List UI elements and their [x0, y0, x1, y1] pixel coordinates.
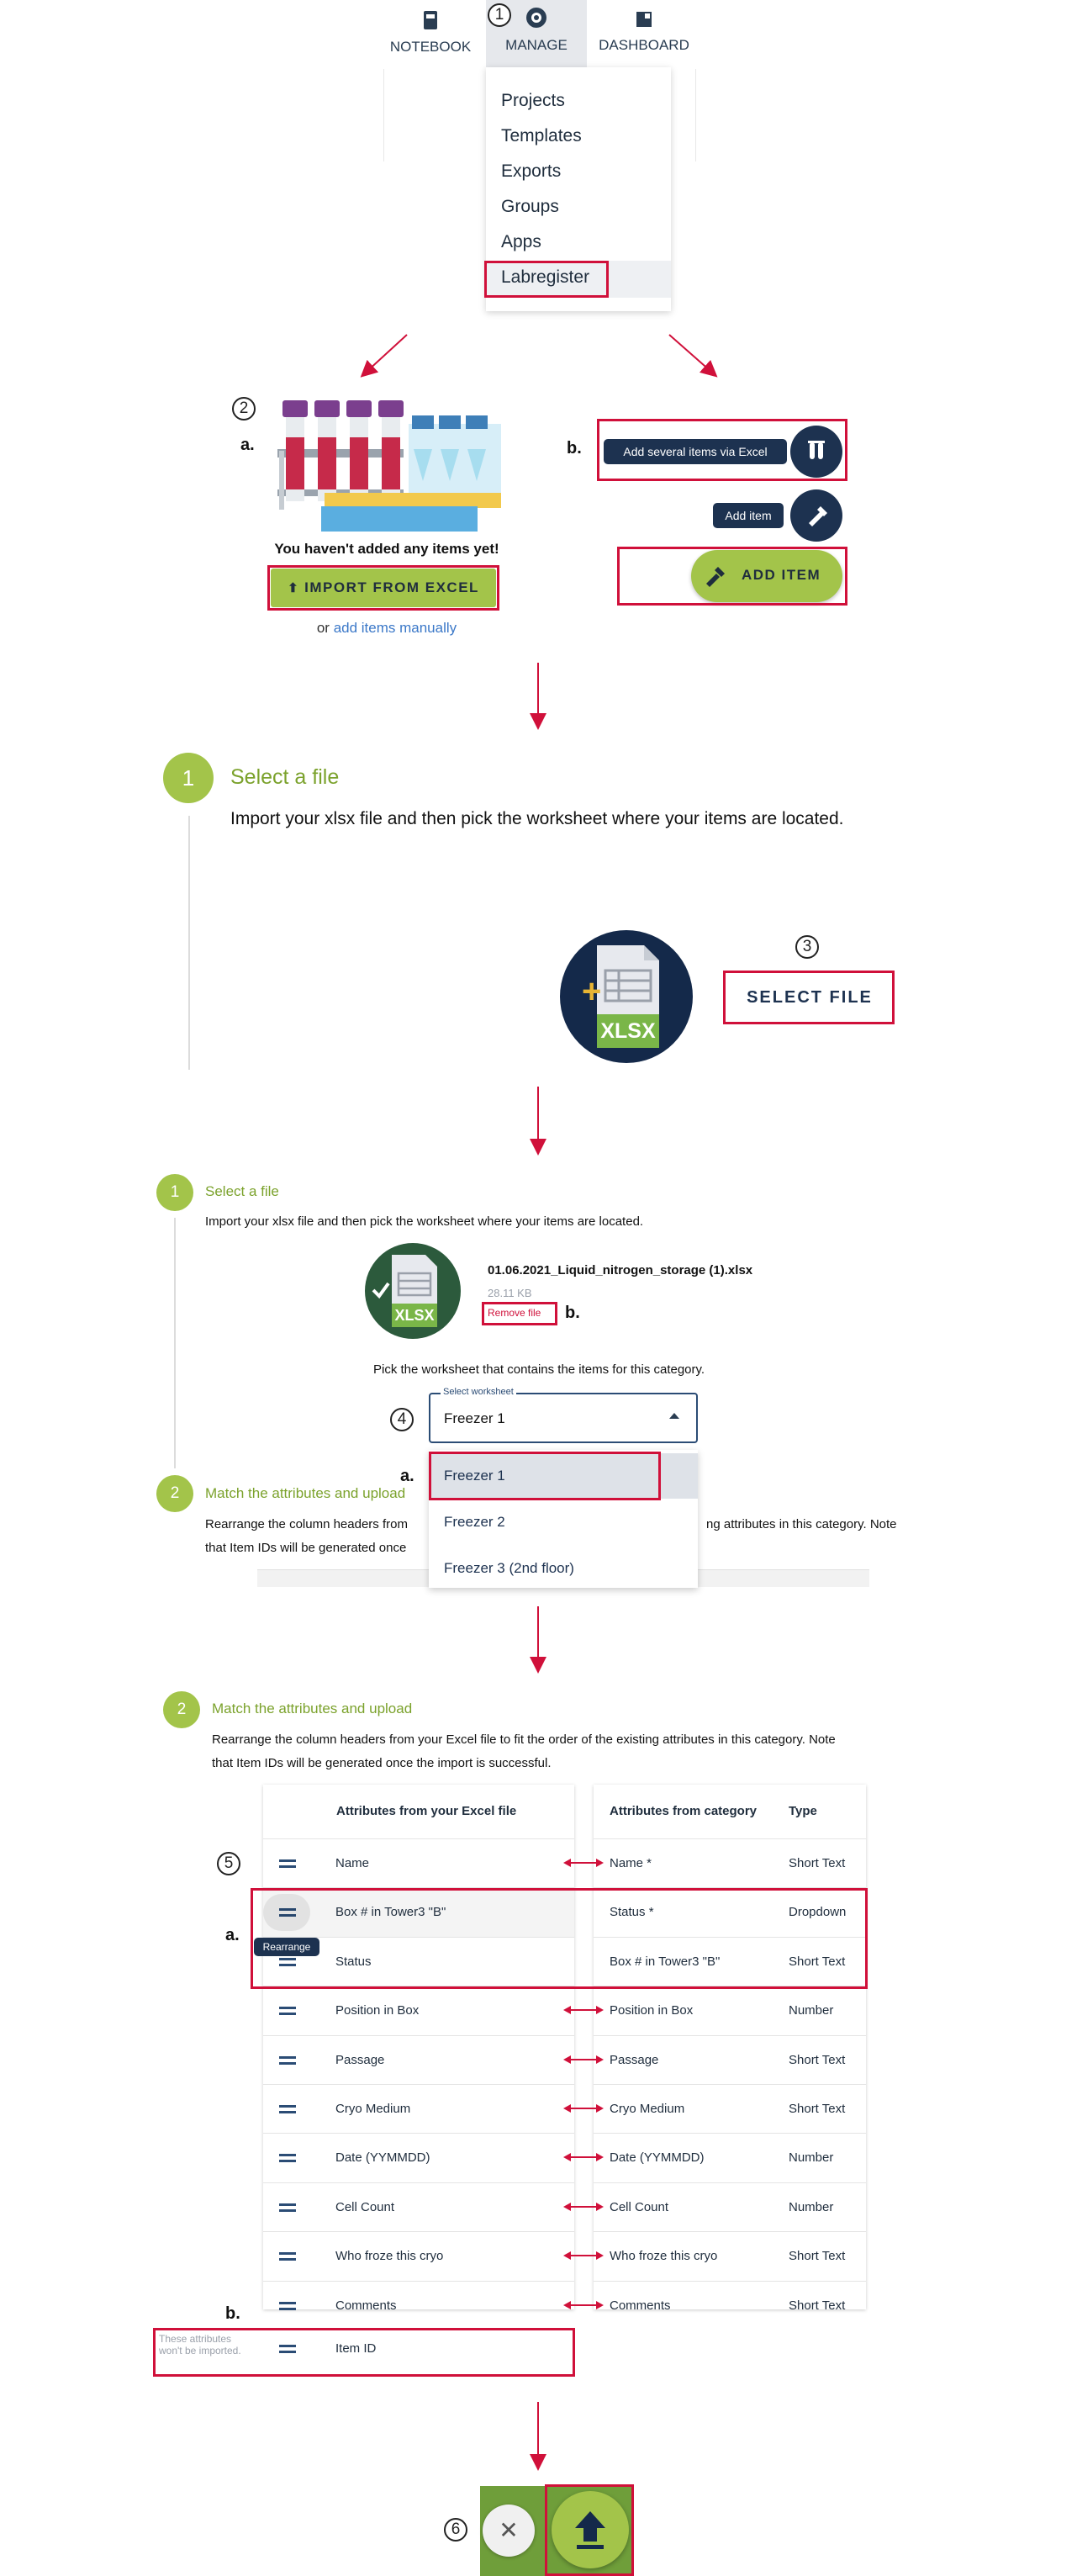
- menu-item-projects[interactable]: Projects: [501, 91, 565, 110]
- step-description: Import your xlsx file and then pick the worksheet where your items are located.: [205, 1214, 644, 1229]
- excel-attribute-row[interactable]: [263, 2035, 574, 2085]
- annotation-letter: b.: [225, 2304, 240, 2323]
- annotation-number: 6: [444, 2518, 467, 2542]
- annotation-letter: a.: [225, 1926, 240, 1944]
- category-attribute-row: [594, 1986, 866, 2035]
- excel-attribute-row[interactable]: [263, 1986, 574, 2035]
- step-title: Match the attributes and upload: [212, 1701, 413, 1716]
- annotation-box: [484, 261, 609, 298]
- step-description-partial: Rearrange the column headers from: [205, 1517, 408, 1531]
- category-attribute: Cryo Medium: [610, 2102, 685, 2116]
- step-description: that Item IDs will be generated once the import is successful.: [212, 1756, 552, 1770]
- notebook-icon: [422, 10, 439, 30]
- step-connector-line: [188, 816, 190, 1070]
- type-column-header: Type: [789, 1804, 817, 1818]
- annotation-number: 5: [217, 1852, 240, 1875]
- add-item-tooltip: Add item: [713, 503, 784, 528]
- step-title: Select a file: [230, 765, 340, 789]
- annotation-box: [723, 971, 895, 1024]
- excel-attribute: Who froze this cryo: [335, 2249, 444, 2263]
- attribute-type: Number: [789, 2003, 834, 2018]
- match-arrow-icon: [563, 2299, 604, 2311]
- drag-handle-icon[interactable]: [279, 2105, 296, 2113]
- close-icon: ✕: [499, 2517, 519, 2543]
- annotation-number: 1: [488, 3, 511, 27]
- step-number-badge: 2: [156, 1475, 193, 1512]
- category-attribute: Cell Count: [610, 2200, 669, 2214]
- category-column-header: Attributes from category: [610, 1804, 758, 1818]
- step-description-partial: that Item IDs will be generated once: [205, 1541, 407, 1555]
- remove-file-link[interactable]: Remove file: [488, 1307, 541, 1319]
- match-arrow-icon: [563, 2054, 604, 2066]
- category-attribute-row: [594, 1838, 866, 1888]
- or-text: or: [316, 620, 330, 636]
- xlsx-label: XLSX: [394, 1307, 435, 1324]
- excel-attribute: Position in Box: [335, 2003, 420, 2018]
- attribute-type: Short Text: [789, 2102, 846, 2116]
- annotation-number: 2: [232, 397, 256, 421]
- xlsx-add-icon: [560, 930, 693, 1063]
- upload-icon: ⬆: [288, 581, 300, 595]
- attribute-type: Short Text: [789, 2249, 846, 2263]
- step-number-badge: 2: [163, 1691, 200, 1728]
- category-attribute: Position in Box: [610, 2003, 694, 2018]
- attribute-type: Short Text: [789, 2053, 846, 2067]
- menu-item-templates[interactable]: Templates: [501, 126, 582, 145]
- category-attribute: Box # in Tower3 "B": [610, 1954, 721, 1969]
- step-title: Match the attributes and upload: [205, 1485, 406, 1501]
- drag-handle-icon[interactable]: [279, 1859, 296, 1868]
- step-number-badge: 1: [156, 1174, 193, 1211]
- annotation-box: [251, 1888, 868, 1989]
- drag-handle-icon[interactable]: [279, 2154, 296, 2162]
- excel-tooltip: Add several items via Excel: [604, 439, 787, 464]
- category-attribute: Who froze this cryo: [610, 2249, 718, 2263]
- import-button-label: IMPORT FROM EXCEL: [304, 579, 479, 595]
- annotation-letter: b.: [565, 1304, 580, 1322]
- step-connector-line: [174, 1218, 176, 1468]
- excel-attribute: Status: [335, 1954, 372, 1969]
- category-attribute: Comments: [610, 2298, 671, 2313]
- select-floating-label: Select worksheet: [441, 1387, 516, 1397]
- file-size: 28.11 KB: [488, 1287, 532, 1299]
- caret-up-icon: [669, 1413, 679, 1419]
- excel-attribute-row[interactable]: [263, 2133, 574, 2182]
- add-item-fab-button[interactable]: [790, 489, 842, 542]
- annotation-box: [597, 419, 847, 481]
- xlsx-done-icon: [365, 1243, 461, 1339]
- worksheet-select[interactable]: [429, 1387, 698, 1443]
- cancel-button[interactable]: [483, 2505, 535, 2557]
- svg-text:+: +: [582, 973, 602, 1010]
- step-number-badge: 1: [163, 753, 214, 803]
- file-name: 01.06.2021_Liquid_nitrogen_storage (1).xlsx: [488, 1263, 753, 1277]
- match-arrow-icon: [563, 2151, 604, 2163]
- menu-item-apps[interactable]: Apps: [501, 232, 541, 251]
- worksheet-option[interactable]: Freezer 2: [444, 1514, 505, 1530]
- drag-handle-icon[interactable]: [279, 2252, 296, 2261]
- attribute-type: Dropdown: [789, 1905, 847, 1919]
- category-attribute-row: [594, 2182, 866, 2232]
- not-imported-note: These attributes won't be imported.: [159, 2333, 241, 2356]
- drag-handle-icon[interactable]: [279, 2302, 296, 2310]
- attribute-type: Short Text: [789, 2298, 846, 2313]
- dashboard-icon: [635, 10, 653, 29]
- rearrange-tooltip: Rearrange: [254, 1938, 319, 1956]
- attribute-type: Number: [789, 2150, 834, 2165]
- annotation-box: [429, 1452, 661, 1500]
- manual-add-line: [269, 620, 504, 637]
- test-tubes-illustration: [274, 399, 501, 533]
- drag-handle-icon[interactable]: [279, 2203, 296, 2212]
- category-attribute-row: [594, 2133, 866, 2182]
- eye-icon: [525, 7, 547, 29]
- empty-state-message: You haven't added any items yet!: [274, 541, 499, 557]
- match-arrow-icon: [563, 2201, 604, 2213]
- category-attribute: Status *: [610, 1905, 654, 1919]
- excel-attribute-row[interactable]: [263, 2084, 574, 2134]
- step-title: Select a file: [205, 1183, 279, 1199]
- select-value: Freezer 1: [444, 1410, 505, 1426]
- category-attribute: Passage: [610, 2053, 659, 2067]
- match-arrow-icon: [563, 1857, 604, 1869]
- select-file-button[interactable]: SELECT FILE: [747, 988, 873, 1007]
- nav-tab-label: DASHBOARD: [599, 37, 689, 53]
- attribute-type: Short Text: [789, 1856, 846, 1870]
- excel-attribute-row[interactable]: [263, 2231, 574, 2281]
- menu-item-labregister[interactable]: Labregister: [501, 267, 590, 287]
- annotation-box: [267, 565, 499, 611]
- excel-attribute: Passage: [335, 2053, 385, 2067]
- worksheet-option[interactable]: Freezer 3 (2nd floor): [444, 1560, 574, 1576]
- step-description: Rearrange the column headers from your Excel file to fit the order of the existing attributes in this category. Note: [212, 1732, 836, 1747]
- excel-attribute: Comments: [335, 2298, 397, 2313]
- drag-handle-icon[interactable]: [279, 2007, 296, 2015]
- pipette-icon: [790, 489, 842, 542]
- annotation-box: [545, 2484, 634, 2576]
- xlsx-label: XLSX: [600, 1019, 656, 1043]
- excel-attribute: Name: [335, 1856, 370, 1870]
- annotation-letter: b.: [567, 439, 582, 458]
- excel-column-header: Attributes from your Excel file: [336, 1804, 517, 1818]
- attribute-type: Short Text: [789, 1954, 846, 1969]
- excel-attribute-row[interactable]: [263, 2182, 574, 2232]
- category-attribute-row: [594, 2231, 866, 2281]
- match-arrow-icon: [563, 2004, 604, 2016]
- excel-attribute-row[interactable]: [263, 2281, 574, 2330]
- step-description-partial: ng attributes in this category. Note: [706, 1517, 897, 1531]
- category-attribute: Name *: [610, 1856, 652, 1870]
- worksheet-option[interactable]: Freezer 1: [444, 1468, 505, 1484]
- nav-tab-notebook[interactable]: [383, 10, 478, 66]
- menu-item-groups[interactable]: Groups: [501, 197, 559, 216]
- category-attribute: Date (YYMMDD): [610, 2150, 705, 2165]
- excel-attribute: Cryo Medium: [335, 2102, 411, 2116]
- excel-attribute: Box # in Tower3 "B": [335, 1905, 446, 1919]
- category-attribute-row: [594, 2084, 866, 2134]
- drag-handle-icon[interactable]: [279, 2056, 296, 2065]
- annotation-number: 3: [795, 935, 819, 959]
- match-arrow-icon: [563, 2103, 604, 2114]
- attribute-type: Number: [789, 2200, 834, 2214]
- nav-tab-label: MANAGE: [505, 37, 568, 53]
- excel-attribute: Cell Count: [335, 2200, 395, 2214]
- annotation-letter: a.: [240, 436, 255, 454]
- annotation-letter: a.: [400, 1467, 414, 1485]
- excel-attribute-row[interactable]: [263, 1838, 574, 1888]
- category-attribute-row: [594, 2281, 866, 2330]
- add-items-manually-link[interactable]: add items manually: [333, 620, 457, 636]
- excel-attribute: Item ID: [335, 2341, 377, 2356]
- nav-tab-label: NOTEBOOK: [389, 39, 472, 55]
- annotation-number: 4: [390, 1408, 414, 1431]
- step-description: Import your xlsx file and then pick the worksheet where your items are located.: [230, 809, 844, 828]
- add-item-label: ADD ITEM: [742, 567, 821, 583]
- nav-tab-dashboard[interactable]: [594, 10, 694, 66]
- match-arrow-icon: [563, 2250, 604, 2261]
- annotation-box: [482, 1302, 557, 1325]
- excel-attribute: Date (YYMMDD): [335, 2150, 430, 2165]
- worksheet-prompt: Pick the worksheet that contains the items for this category.: [373, 1362, 705, 1377]
- annotation-box: [617, 547, 847, 606]
- category-attribute-row: [594, 2035, 866, 2085]
- menu-item-exports[interactable]: Exports: [501, 161, 562, 181]
